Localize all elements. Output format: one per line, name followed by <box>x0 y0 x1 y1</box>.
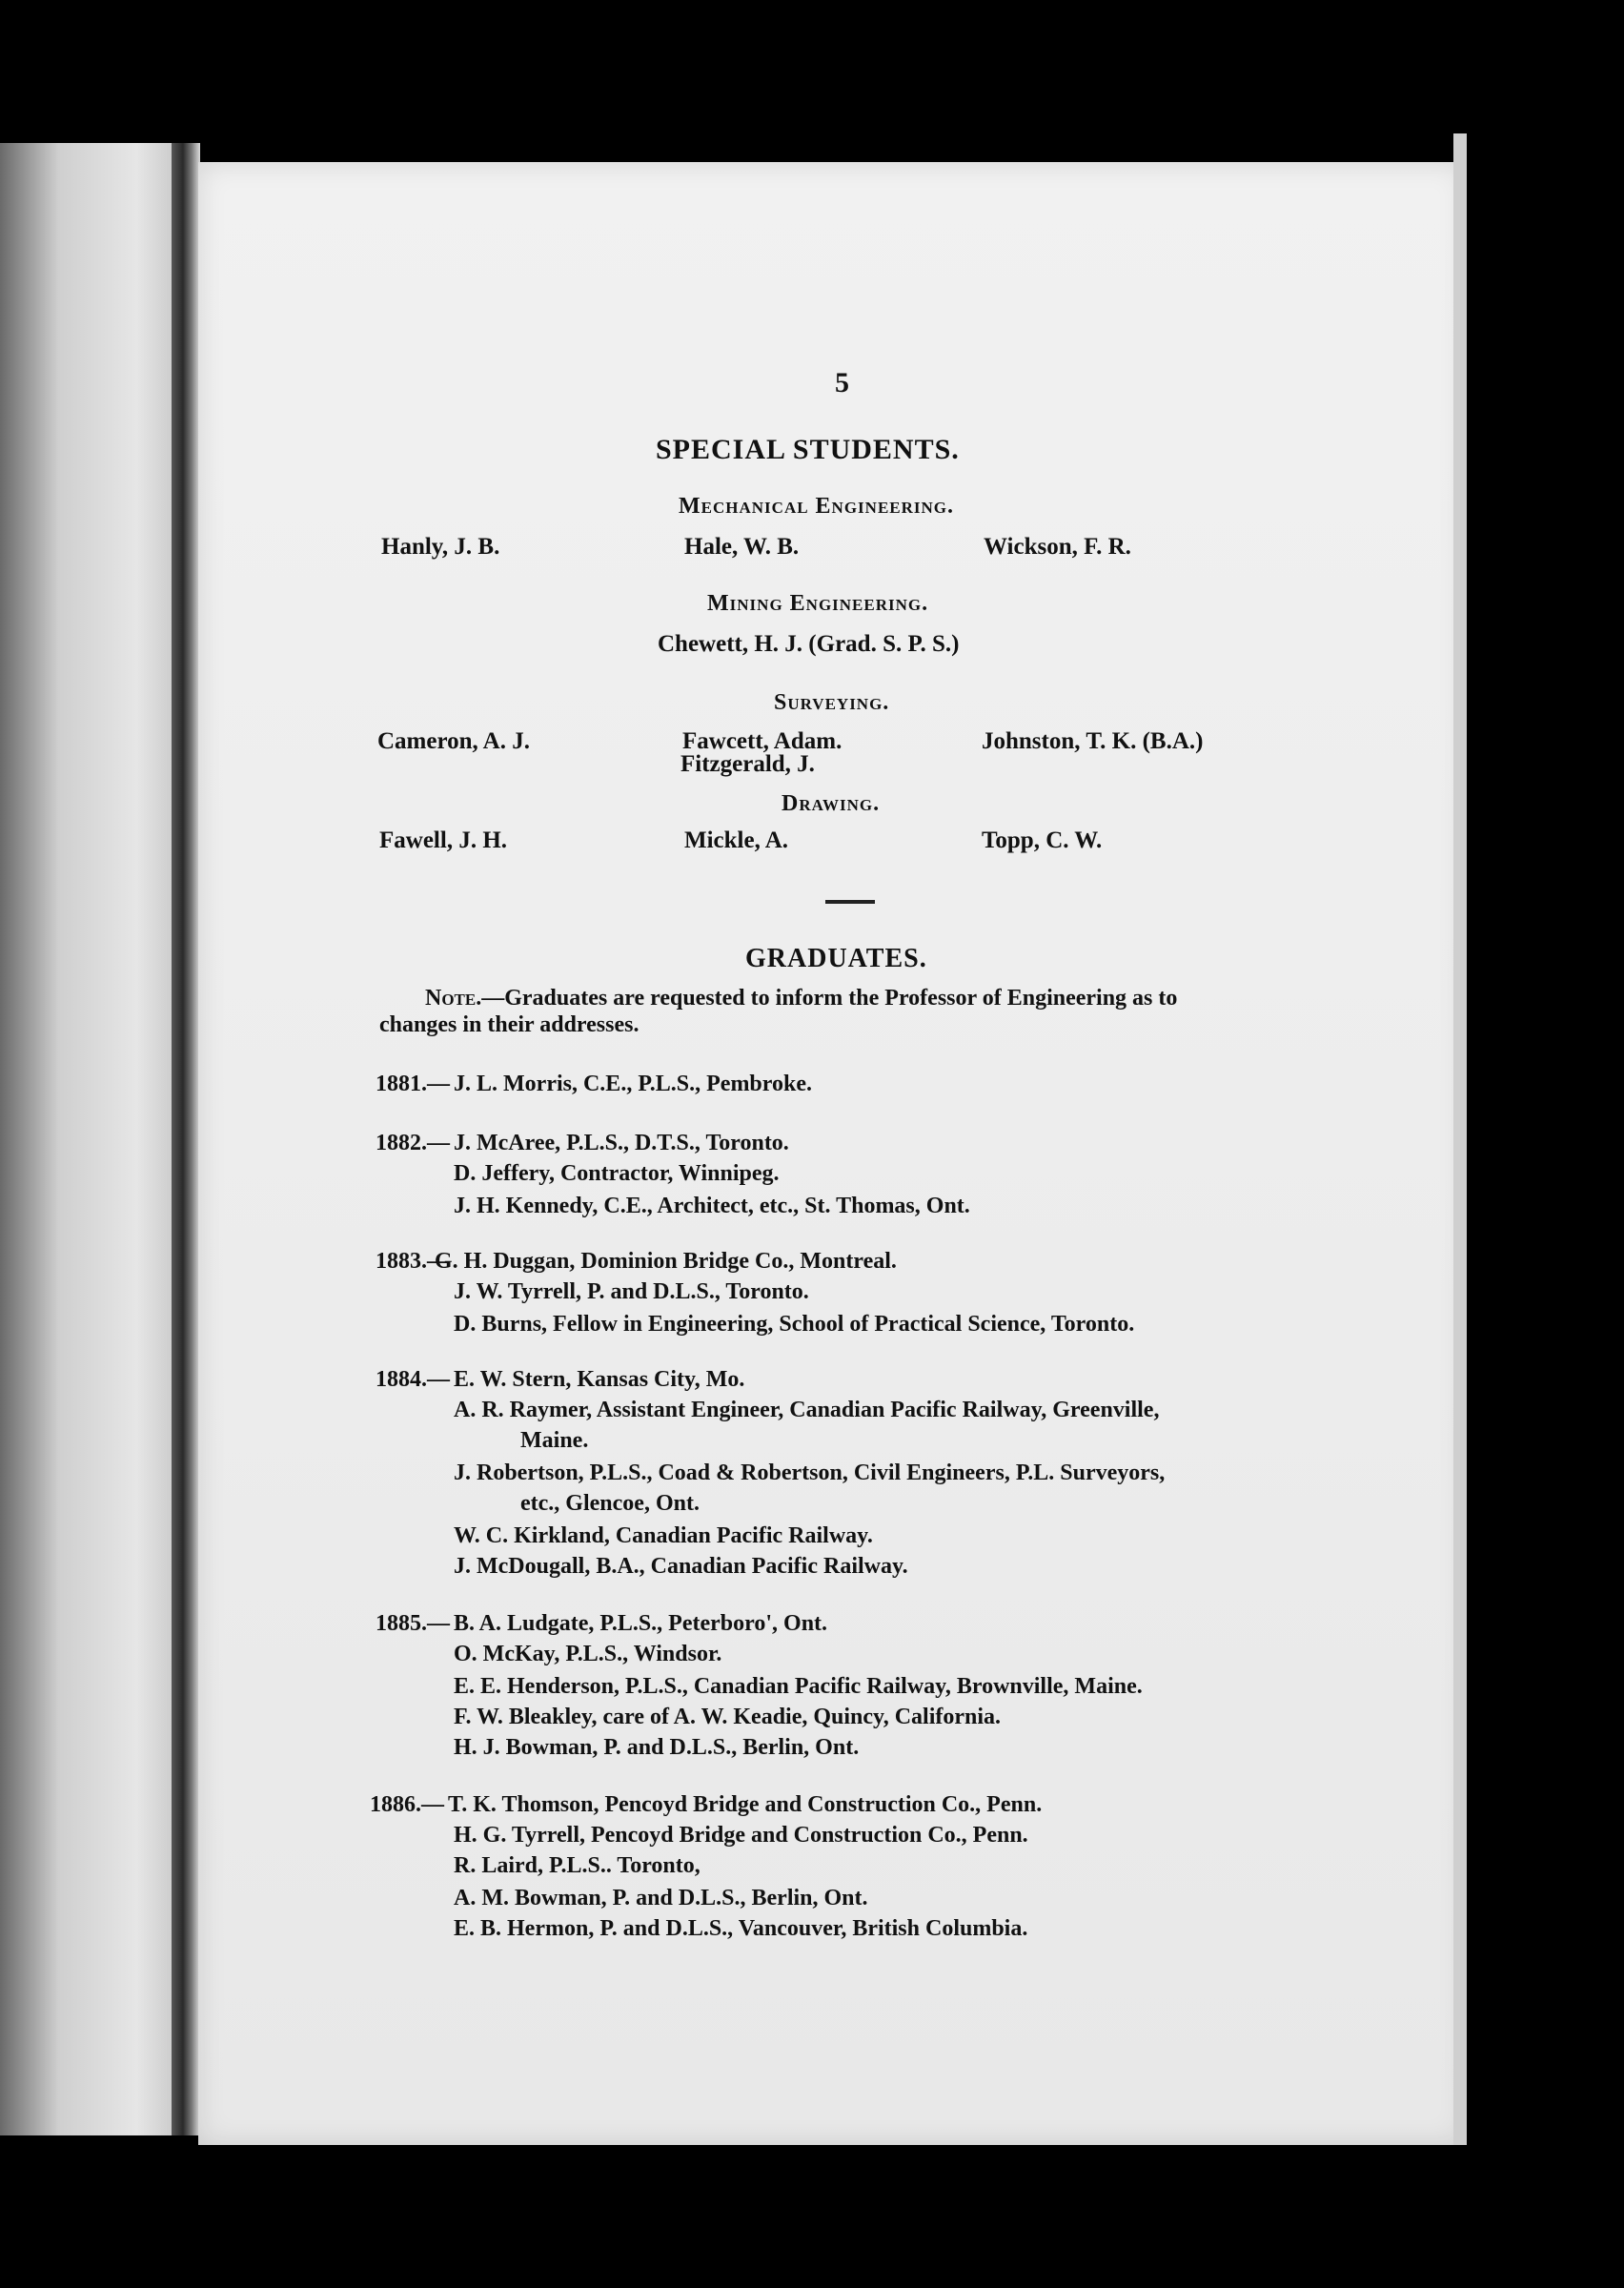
student-name: Hale, W. B. <box>684 534 800 560</box>
graduate-year: 1885.— <box>376 1611 450 1636</box>
graduate-entry: A. R. Raymer, Assistant Engineer, Canadian Pacific Railway, Greenville, <box>454 1398 1160 1422</box>
mechanical-heading: Mechanical Engineering. <box>679 494 955 519</box>
graduate-entry: E. B. Hermon, P. and D.L.S., Vancouver, British Columbia. <box>454 1916 1028 1941</box>
student-name: Chewett, H. J. (Grad. S. P. S.) <box>658 631 960 657</box>
graduate-entry: D. Jeffery, Contractor, Winnipeg. <box>454 1161 780 1186</box>
graduate-entry: H. J. Bowman, P. and D.L.S., Berlin, Ont. <box>454 1735 860 1760</box>
graduate-entry: B. A. Ludgate, P.L.S., Peterboro', Ont. <box>454 1611 828 1636</box>
section-divider <box>825 900 875 904</box>
graduate-entry: T. K. Thomson, Pencoyd Bridge and Construction Co., Penn. <box>448 1792 1043 1817</box>
student-name: Mickle, A. <box>684 827 789 853</box>
graduate-year: 1886.— <box>370 1792 444 1817</box>
student-name: Fitzgerald, J. <box>680 751 815 777</box>
student-name: Wickson, F. R. <box>984 534 1131 560</box>
graduate-year: 1883.— <box>376 1249 450 1274</box>
graduate-year: 1882.— <box>376 1131 450 1155</box>
student-name: Johnston, T. K. (B.A.) <box>982 728 1204 754</box>
note-text: —Graduates are requested to inform the Professor of Engineering as to <box>481 986 1178 1011</box>
graduate-entry-continued: etc., Glencoe, Ont. <box>520 1491 700 1516</box>
drawing-heading: Drawing. <box>782 791 881 816</box>
special-students-title: SPECIAL STUDENTS. <box>656 434 960 465</box>
note-label: Note. <box>425 986 482 1011</box>
graduate-entry: J. Robertson, P.L.S., Coad & Robertson, Civil Engineers, P.L. Surveyors, <box>454 1461 1166 1485</box>
graduate-year: 1881.— <box>376 1072 450 1096</box>
book-spine <box>172 143 200 2135</box>
graduate-entry: F. W. Bleakley, care of A. W. Keadie, Quincy, California. <box>454 1705 1002 1729</box>
student-name: Fawcett, Adam. <box>682 728 842 754</box>
student-name: Fawell, J. H. <box>379 827 508 853</box>
mining-heading: Mining Engineering. <box>707 591 929 616</box>
graduates-title: GRADUATES. <box>745 944 927 973</box>
page-number: 5 <box>835 367 849 398</box>
note-text-continued: changes in their addresses. <box>379 1012 639 1037</box>
graduate-entry: E. E. Henderson, P.L.S., Canadian Pacific Railway, Brownville, Maine. <box>454 1674 1143 1699</box>
left-page-edge <box>0 143 195 2135</box>
graduate-entry: D. Burns, Fellow in Engineering, School of Practical Science, Toronto. <box>454 1312 1135 1337</box>
graduate-entry: R. Laird, P.L.S.. Toronto, <box>454 1853 700 1878</box>
student-name: Hanly, J. B. <box>381 534 500 560</box>
graduate-entry: J. McAree, P.L.S., D.T.S., Toronto. <box>454 1131 789 1155</box>
graduate-entry: J. McDougall, B.A., Canadian Pacific Railway. <box>454 1554 908 1579</box>
graduate-entry: A. M. Bowman, P. and D.L.S., Berlin, Ont. <box>454 1886 868 1910</box>
graduate-entry: J. L. Morris, C.E., P.L.S., Pembroke. <box>454 1072 812 1096</box>
student-name: Topp, C. W. <box>982 827 1103 853</box>
graduates-note <box>425 986 1177 1011</box>
surveying-heading: Surveying. <box>774 690 890 715</box>
graduate-entry-continued: Maine. <box>520 1428 589 1453</box>
right-page-edge <box>1453 133 1467 2145</box>
graduate-entry: O. McKay, P.L.S., Windsor. <box>454 1642 722 1666</box>
graduate-entry: G. H. Duggan, Dominion Bridge Co., Montreal. <box>435 1249 897 1274</box>
graduate-year: 1884.— <box>376 1367 450 1392</box>
student-name: Cameron, A. J. <box>377 728 530 754</box>
graduate-entry: H. G. Tyrrell, Pencoyd Bridge and Construction Co., Penn. <box>454 1823 1028 1848</box>
graduate-entry: J. W. Tyrrell, P. and D.L.S., Toronto. <box>454 1279 809 1304</box>
graduate-entry: W. C. Kirkland, Canadian Pacific Railway. <box>454 1523 873 1548</box>
graduate-entry: J. H. Kennedy, C.E., Architect, etc., St. Thomas, Ont. <box>454 1194 970 1218</box>
graduate-entry: E. W. Stern, Kansas City, Mo. <box>454 1367 745 1392</box>
